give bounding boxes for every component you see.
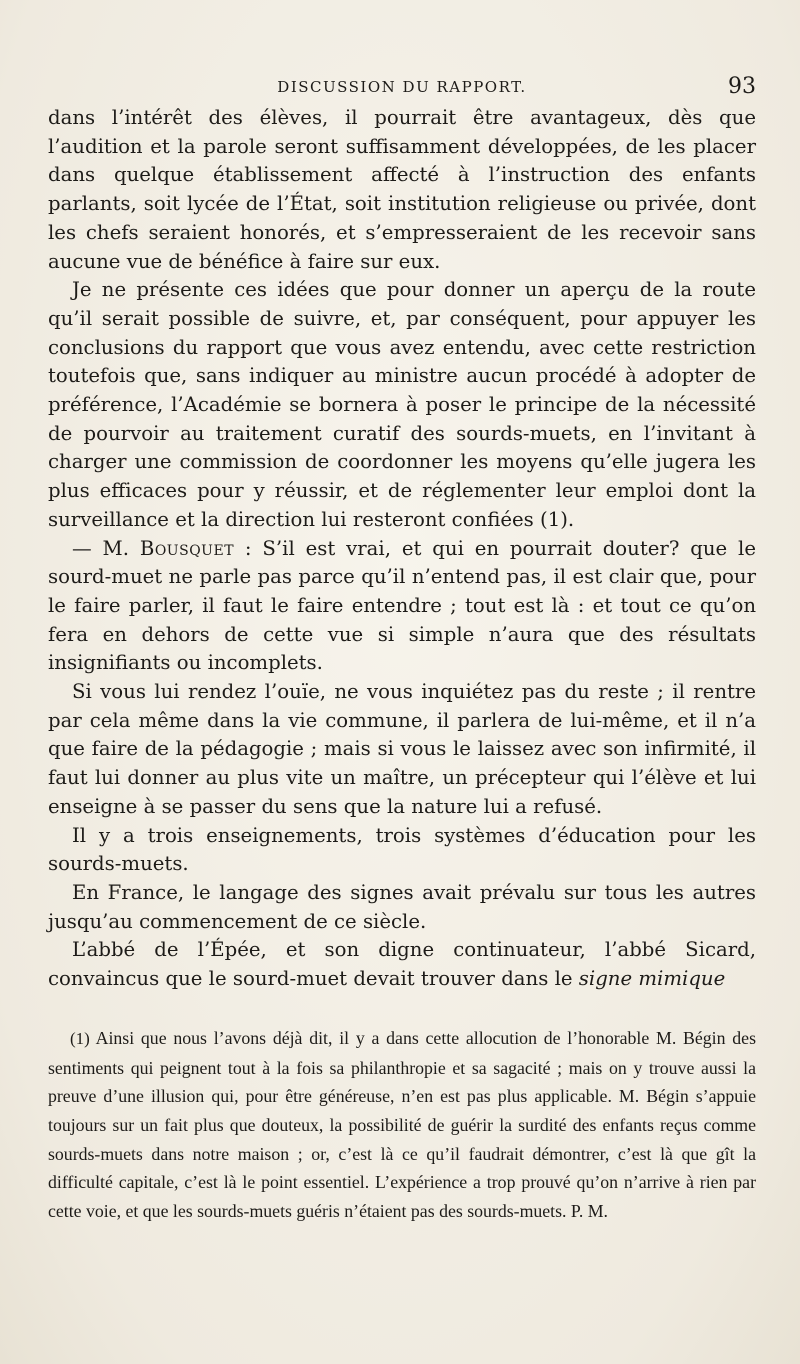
running-header	[48, 70, 756, 104]
main-text	[48, 104, 756, 994]
footnote-text: Ainsi que nous l’avons déjà dit, il y a dans cette allocution de l’honorable M. Bégin des sentiments qui peignent tout à la fois sa philanthropie et sa sagacité ; mais on y trouve aussi la preuve d’une illusion qui, pour être généreuse, n’en est pas plus applicable. M. Bégin s’appuie toujours sur un fait plus que douteux, la possibilité de guérir la surdité des enfants reçus comme sourds-muets dans notre maison ; or, c’est là ce qu’il faudrait démontrer, c’est là que gît la difficulté capitale, c’est là le point essentiel. L’expérience a trop prouvé qu’on n’arrive à rien par cette voie, et que les sourds-muets guéris n’étaient pas des sourds-muets. P. M.	[48, 1027, 756, 1222]
footnote-marker: (1)	[70, 1028, 90, 1048]
paragraph-speaker	[48, 535, 756, 679]
footnotes	[48, 1024, 756, 1226]
paragraph: En France, le langage des signes avait prévalu sur tous les autres jusqu’au commencement de ce siècle.	[48, 880, 756, 933]
italic-term: signe mimique	[578, 967, 726, 991]
speaker-name: Bousquet	[139, 536, 235, 560]
paragraph: Si vous lui rendez l’ouïe, ne vous inquiétez pas du reste ; il rentre par cela même dans la vie commune, il parlera de lui-même, et il n’a que faire de la pédagogie ; mais si vous le laissez avec son infirmité, il faut lui donner au plus vite un maître, un précepteur qui l’élève et lui enseigne à se passer du sens que la nature lui a refusé.	[48, 680, 756, 818]
speaker-text: : S’il est vrai, et qui en pourrait douter? que le sourd-muet ne parle pas parce qu’il n’entend pas, il est clair que, pour le faire parler, il faut le faire entendre ; tout est là : et tout ce qu’on fera en dehors de cette vue si simple n’aura que des résultats insignifiants ou incomplets.	[48, 536, 756, 675]
page-number: 93	[728, 74, 756, 99]
speaker-prefix: — M.	[72, 536, 140, 560]
paragraph: Je ne présente ces idées que pour donner un aperçu de la route qu’il serait possible de suivre, et, par conséquent, pour appuyer les conclusions du rapport que vous avez entendu, avec cette restriction toutefois que, sans indiquer au ministre aucun procédé à adopter de préférence, l’Académie se bornera à poser le principe de la nécessité de pourvoir au traitement curatif des sourds-muets, en l’invitant à charger une commission de coordonner les moyens qu’elle jugera les plus efficaces pour y réussir, et de réglementer leur emploi dont la surveillance et la direction lui resteront confiées (1).	[48, 278, 756, 531]
footnote	[48, 1024, 756, 1226]
paragraph: Il y a trois enseignements, trois systèmes d’éducation pour les sourds-muets.	[48, 823, 756, 876]
paragraph	[48, 936, 756, 993]
paragraph-continued: dans l’intérêt des élèves, il pourrait être avantageux, dès que l’audition et la parole seront suffisamment développées, de les placer dans quelque établissement affecté à l’instruction des enfants parlants, soit lycée de l’État, soit institution religieuse ou privée, dont les chefs seraient honorés, et s’empresseraient de les recevoir sans aucune vue de bénéfice à faire sur eux.	[48, 106, 756, 273]
paragraph-text: L’abbé de l’Épée, et son digne continuateur, l’abbé Sicard, convaincus que le sourd-muet devait trouver dans le	[48, 938, 756, 991]
running-title: DISCUSSION DU RAPPORT.	[277, 78, 527, 96]
